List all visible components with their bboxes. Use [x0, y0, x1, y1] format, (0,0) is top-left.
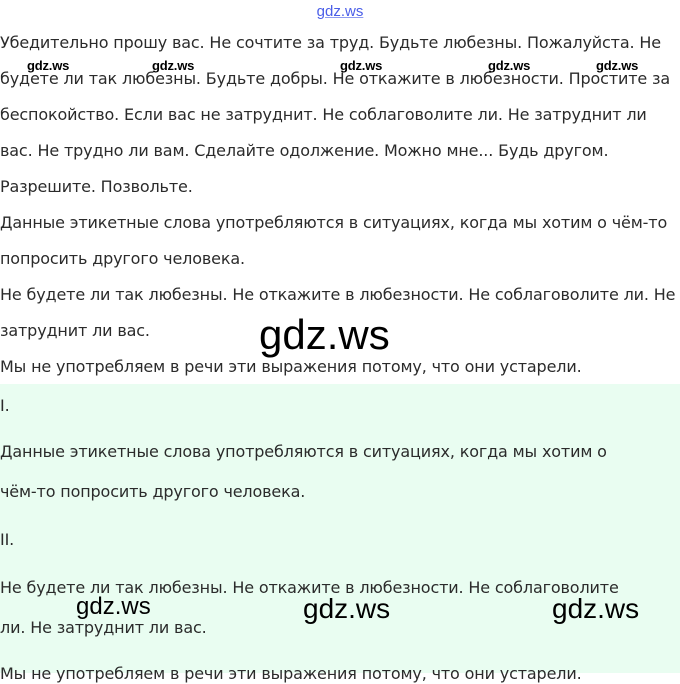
text-line: Данные этикетные слова употребляются в ситуациях, когда мы хотим о чём-то — [0, 213, 668, 232]
text-line: вас. Не трудно ли вам. Сделайте одолжение. Можно мне... Будь другом. — [0, 141, 609, 160]
text-line: попросить другого человека. — [0, 249, 245, 268]
text-line: Не будете ли так любезны. Не откажите в любезности. Не соблаговолите ли. Не — [0, 285, 676, 304]
text-line: затруднит ли вас. — [0, 321, 150, 340]
text-line: Разрешите. Позвольте. — [0, 177, 193, 196]
watermark-small: gdz.ws — [596, 58, 639, 73]
watermark-small: gdz.ws — [152, 58, 195, 73]
watermark-large: gdz.ws — [259, 311, 390, 358]
text-line: Мы не употребляем в речи эти выражения потому, что они устарели. — [0, 664, 582, 683]
watermark-large: gdz.ws — [76, 593, 151, 620]
watermark-large: gdz.ws — [303, 593, 391, 624]
watermark-top-link[interactable]: gdz.ws — [316, 3, 364, 20]
text-line: беспокойство. Если вас не затруднит. Не соблаговолите ли. Не затруднит ли — [0, 105, 647, 124]
answer-block — [0, 384, 680, 683]
section-number: II. — [0, 530, 15, 549]
text-line: Данные этикетные слова употребляются в ситуациях, когда мы хотим о — [0, 442, 607, 461]
section-number: I. — [0, 396, 10, 415]
text-line: Не будете ли так любезны. Не откажите в любезности. Не соблаговолите — [0, 578, 619, 597]
watermark-small: gdz.ws — [27, 58, 70, 73]
text-line: Мы не употребляем в речи эти выражения потому, что они устарели. — [0, 357, 582, 376]
watermark-small: gdz.ws — [340, 58, 383, 73]
text-line: ли. Не затруднит ли вас. — [0, 618, 207, 637]
text-line: Убедительно прошу вас. Не сочтите за труд. Будьте любезны. Пожалуйста. Не — [0, 33, 661, 52]
watermark-large: gdz.ws — [552, 593, 640, 624]
text-line: чём-то попросить другого человека. — [0, 482, 306, 501]
watermark-small: gdz.ws — [488, 58, 531, 73]
text-line: будете ли так любезны. Будьте добры. Не откажите в любезности. Простите за — [0, 69, 671, 88]
